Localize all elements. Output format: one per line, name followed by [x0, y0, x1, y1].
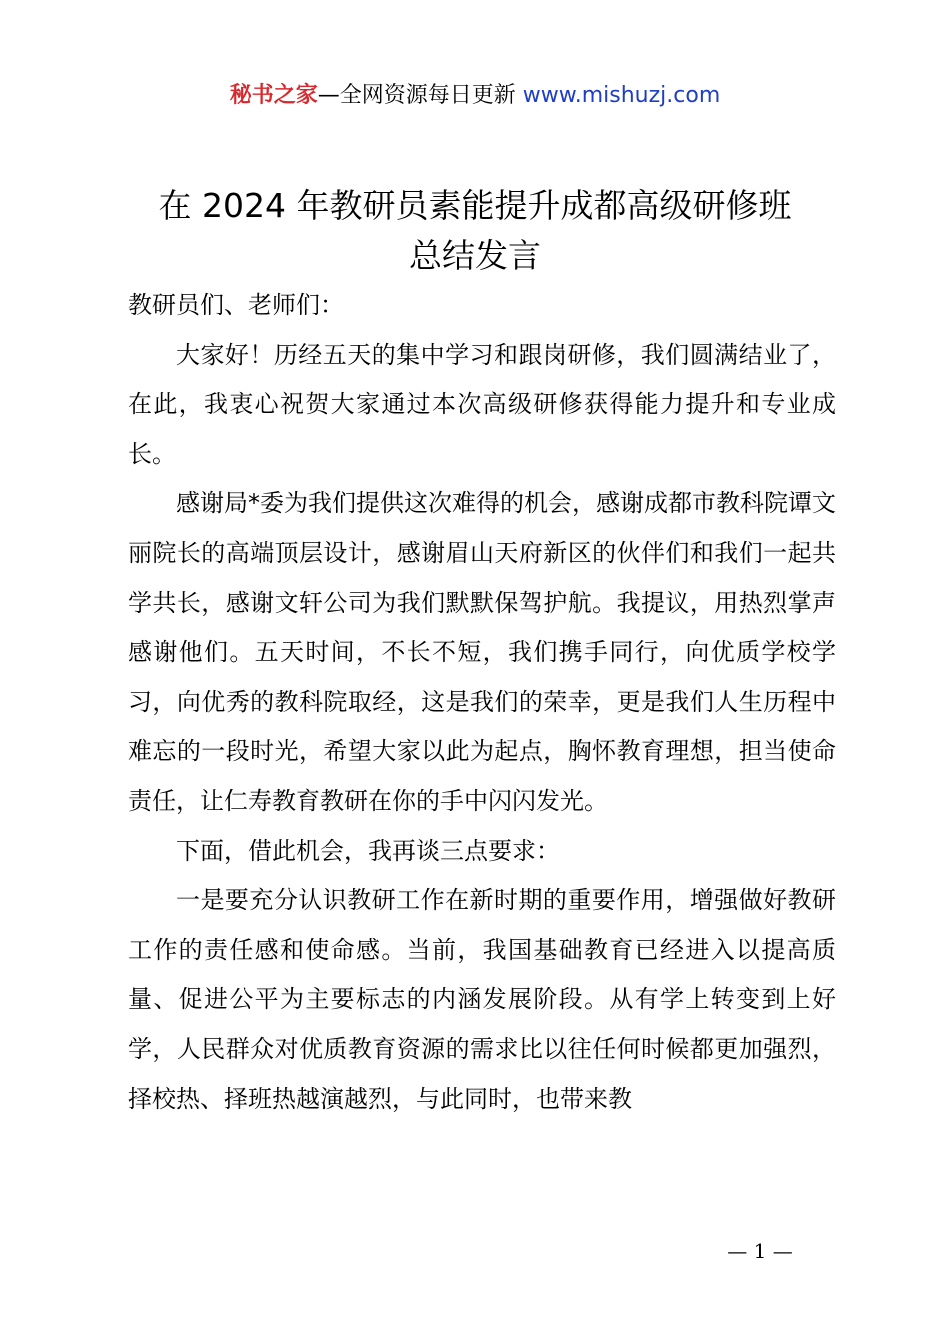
paragraph-greeting: 大家好！历经五天的集中学习和跟岗研修，我们圆满结业了，在此，我衷心祝贺大家通过本次高级研修获得能力提升和专业成长。: [128, 340, 836, 468]
paragraph-thanks: 感谢局*委为我们提供这次难得的机会，感谢成都市教科院谭文丽院长的高端顶层设计，感谢眉山天府新区的伙伴们和我们一起共学共长，感谢文轩公司为我们默默保驾护航。我提议，用热烈掌声感谢他们。五天时间，不长不短，我们携手同行，向优质学校学习，向优秀的教科院取经，这是我们的荣幸，更是我们人生历程中难忘的一段时光，希望大家以此为起点，胸怀教育理想，担当使命责任，让仁寿教育教研在你的手中闪闪发光。: [128, 489, 836, 815]
site-header: [0, 80, 950, 112]
document-title: [110, 181, 840, 281]
document-body: [128, 281, 836, 1124]
title-line-2: 总结发言: [409, 236, 541, 275]
site-slogan: —全网资源每日更新: [317, 83, 516, 108]
page-number: — 1 —: [727, 1239, 793, 1263]
site-url-link[interactable]: www.mishuzj.com: [522, 83, 721, 108]
site-brand: 秘书之家: [229, 83, 318, 108]
paragraph-point-one: 一是要充分认识教研工作在新时期的重要作用，增强做好教研工作的责任感和使命感。当前，我国基础教育已经进入以提高质量、促进公平为主要标志的内涵发展阶段。从有学上转变到上好学，人民群众对优质教育资源的需求比以往任何时候都更加强烈，择校热、择班热越演越烈，与此同时，也带来教: [128, 886, 836, 1113]
paragraph-requirements-intro: 下面，借此机会，我再谈三点要求：: [176, 836, 560, 865]
title-line-1: 在 2024 年教研员素能提升成都高级研修班: [158, 186, 792, 225]
salutation: 教研员们、老师们：: [128, 291, 344, 319]
